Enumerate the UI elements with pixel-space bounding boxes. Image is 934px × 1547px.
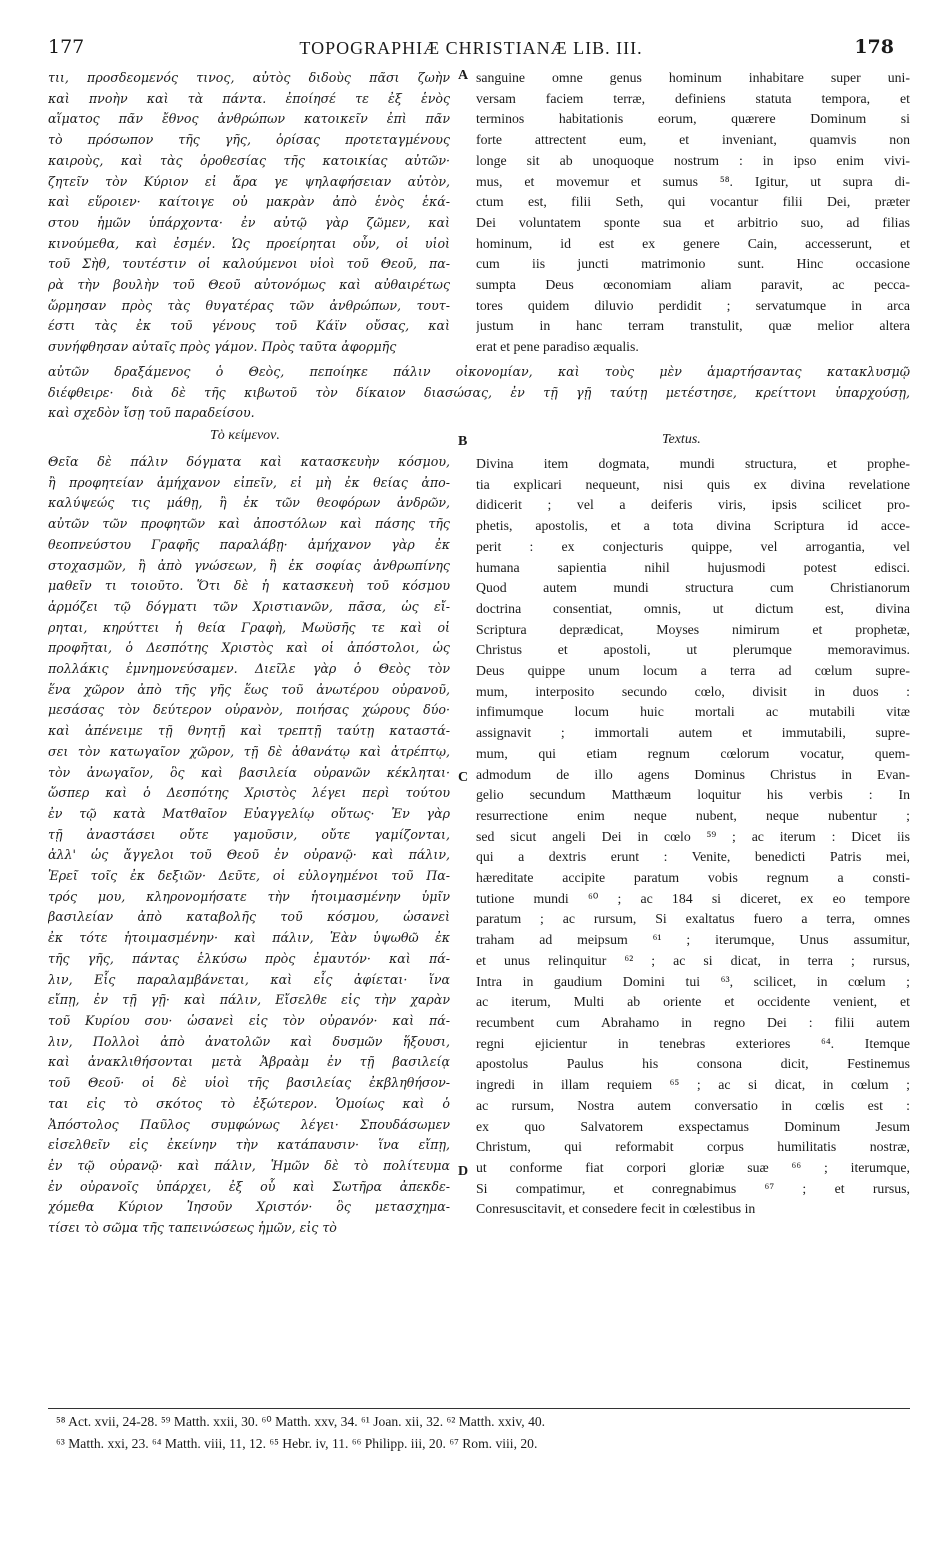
text-line: τίσει τὸ σῶμα τῆς ταπεινώσεως ἡμῶν, εἰς τὸ bbox=[48, 1220, 337, 1236]
text-line: τοῦ Σὴθ, τουτέστιν οἱ καλούμενοι υἱοὶ τοῦ Θεοῦ, πα- bbox=[48, 256, 450, 272]
text-line: ἢ προφητείαν ἀμήχανον εἰπεῖν, εἰ μὴ ἐκ θείας ἀπο- bbox=[48, 474, 450, 490]
text-line: ἐν οὐρανοῖς ὑπάρχει, ἐξ οὗ καὶ Σωτῆρα ἀπεκδε- bbox=[48, 1178, 450, 1194]
margin-marker-c: C bbox=[458, 770, 469, 785]
footnote-line-2: ⁶³ Matth. xxi, 23. ⁶⁴ Matth. viii, 11, 12. ⁶⁵ Hebr. iv, 11. ⁶⁶ Philipp. iii, 20. ⁶⁷ Rom. viii, 20. bbox=[56, 1436, 538, 1451]
greek-column-main bbox=[48, 452, 450, 1239]
text-line: ται εἰς τὸ σκότος τὸ ἐξώτερον. Ὁμοίως καὶ ὁ bbox=[48, 1095, 450, 1111]
text-line: προφῆται, ὁ Δεσπότης Χριστὸς καὶ οἱ ἀπόστολοι, ὡς bbox=[48, 640, 450, 656]
text-line: τὸ πρόσωπον τῆς γῆς, ὁρίσας προτεταγμένους bbox=[48, 132, 450, 148]
text-line: ac iterum, Multi ab oriente et occidente venient, et bbox=[476, 994, 910, 1010]
text-line: Dei voluntatem sponte sua et arbitrio suo, ad filias bbox=[476, 214, 910, 230]
text-line: Θεῖα δὲ πάλιν δόγματα καὶ κατασκευὴν κόσμου, bbox=[48, 454, 450, 469]
text-line: σει τὸν κατωγαῖον χῶρον, τῇ δὲ ἀθανάτῳ καὶ ἀτρέπτῳ, bbox=[48, 743, 450, 759]
text-line: μαθεῖν τι τοιοῦτο. Ὅτι δὲ ἡ κατασκευὴ τοῦ κόσμου bbox=[48, 578, 450, 594]
text-line: traham ad meipsum ⁶¹ ; iterumque, Unus assumitur, bbox=[476, 932, 910, 948]
text-line: tia explicari nequeunt, nisi quis ex divina revelatione bbox=[476, 476, 910, 492]
text-line: λιν, Πολλοὶ ἀπὸ ἀνατολῶν καὶ δυσμῶν ἥξουσι, bbox=[48, 1033, 450, 1049]
page-number-right: 178 bbox=[854, 36, 894, 58]
text-line: λιν, Εἷς παραλαμβάνεται, καὶ εἷς ἀφίεται· ἵνα bbox=[48, 971, 450, 987]
text-line: τὸν ἀνωγαῖον, ὃς καὶ βασιλεία οὐρανῶν κέκληται· bbox=[48, 764, 450, 780]
text-line: mum, interposito secundo cœlo, divisit in duos : bbox=[476, 683, 910, 699]
text-line: αὐτῶν τῶν προφητῶν καὶ ἀποστόλων καὶ πάσης τῆς bbox=[48, 516, 450, 532]
text-line: χόμεθα Κύριον Ἰησοῦν Χριστόν· ὃς μετασχημα- bbox=[48, 1199, 450, 1215]
page-number-left: 177 bbox=[48, 36, 85, 58]
text-line: ἕνα χῶρον ἀπὸ τῆς γῆς ἕως τοῦ ἀνωτέρου οὐρανοῦ, bbox=[48, 681, 450, 697]
text-line: στοχασμῶν, ἢ ἀπὸ γνώσεων, ἢ ἐκ σοφίας ἀνθρωπίνης bbox=[48, 557, 450, 573]
text-line: αὐτῶν δραξάμενος ὁ Θεὸς, πεποίηκε πάλιν οἰκονομίαν, καὶ τοὺς μὲν ἁμαρτήσαντας κατακλυσμῷ bbox=[48, 364, 910, 379]
text-line: μεσάσας τὸν δεύτερον οὐρανὸν, ποιήσας χώρους δύο· bbox=[48, 702, 450, 718]
text-line: αἵματος πᾶν ἔθνος ἀνθρώπων κατοικεῖν ἐπὶ πᾶν bbox=[48, 111, 450, 127]
greek-section-title: Τὸ κείμενον. bbox=[210, 428, 280, 443]
footnote-rule bbox=[48, 1408, 910, 1409]
text-line: tores quidem diluvio perdidit ; servatumque in arca bbox=[476, 297, 910, 313]
greek-full-width-paragraph bbox=[48, 362, 910, 424]
text-line: τῆς γῆς, πάντας ἑλκύσω πρὸς ἐμαυτόν· καὶ πά- bbox=[48, 950, 450, 966]
text-line: resurrectione enim neque nubent, neque nubentur ; bbox=[476, 807, 910, 823]
footnote-line-1: ⁵⁸ Act. xvii, 24-28. ⁵⁹ Matth. xxii, 30. ⁶⁰ Matth. xxv, 34. ⁶¹ Joan. xii, 32. ⁶² Matth. xxiv, 40. bbox=[56, 1414, 546, 1429]
text-line: Christum, qui reformabit corpus humilitatis nostræ, bbox=[476, 1139, 910, 1155]
text-line: mus, et movemur et sumus ⁵⁸. Igitur, ut supra di- bbox=[476, 173, 910, 189]
latin-column-top bbox=[476, 68, 910, 358]
text-line: ἐν τῷ κατὰ Ματθαῖον Εὐαγγελίῳ οὕτως· Ἐν γὰρ bbox=[48, 805, 450, 821]
text-line: hominum, id est ex genere Cain, accesserunt, et bbox=[476, 235, 910, 251]
text-line: sanguine omne genus hominum inhabitare super uni- bbox=[476, 70, 910, 85]
text-line: Ἐρεῖ τοῖς ἐκ δεξιῶν· Δεῦτε, οἱ εὐλογημένοι τοῦ Πα- bbox=[48, 868, 450, 884]
text-line: apostolus Paulus his consona dicit, Festinemus bbox=[476, 1056, 910, 1072]
text-line: perit : ex conjecturis quippe, vel arrogantia, vel bbox=[476, 538, 910, 554]
text-line: sed sicut angeli Dei in cœlo ⁵⁹ ; ac iterum : Dicet iis bbox=[476, 828, 910, 844]
text-line: τοῦ Κυρίου σου· ὡσανεὶ εἰς τὸν οὐρανόν· καὶ πά- bbox=[48, 1012, 450, 1028]
text-line: doctrina consentiat, omnis, ut dictum est, divina bbox=[476, 600, 910, 616]
text-line: διέφθειρε· διὰ δὲ τῆς κιβωτοῦ τὸν δίκαιον διασώσας, ἐν τῇ γῇ ταύτῃ μετέστησε, κρείττονι ὑπαρχούσῃ, bbox=[48, 384, 910, 400]
text-line: ὥσπερ καὶ ὁ Δεσπότης Χριστὸς λέγει περὶ τούτου bbox=[48, 785, 450, 801]
text-line: infimumque locum huic mortali ac mutabili vitæ bbox=[476, 704, 910, 720]
text-line: καὶ πνοὴν καὶ τὰ πάντα. ἐποίησέ τε ἐξ ἑνὸς bbox=[48, 90, 450, 106]
text-line: καὶ ἀπένειμε τῇ θνητῇ καὶ τρεπτῇ ταύτῃ καταστά- bbox=[48, 723, 450, 739]
text-line: ἐκ τότε ἡτοιμασμένην· καὶ πάλιν, Ἐὰν ὑψωθῶ ἐκ bbox=[48, 930, 450, 946]
text-line: τιι, προσδεομενός τινος, αὐτὸς διδοὺς πᾶσι ζωὴν bbox=[48, 70, 450, 85]
running-title: TOPOGRAPHIÆ CHRISTIANÆ LIB. III. bbox=[299, 38, 643, 58]
text-line: tutione mundi ⁶⁰ ; ac 184 si diceret, ex eo tempore bbox=[476, 890, 910, 906]
text-line: τῇ ἀναστάσει οὔτε γαμοῦσιν, οὔτε γαμίζονται, bbox=[48, 826, 450, 842]
text-line: erat et pene paradiso æqualis. bbox=[476, 339, 639, 355]
text-line: τοῦ Θεοῦ· οἱ δὲ υἱοὶ τῆς βασιλείας ἐκβληθήσον- bbox=[48, 1075, 450, 1091]
page-header bbox=[48, 36, 894, 66]
greek-column-top bbox=[48, 68, 450, 358]
text-line: longe sit ab unoquoque nostrum : in ipso enim vivi- bbox=[476, 152, 910, 168]
text-line: καὶ ἀνακλιθήσονται μετὰ Ἀβραὰμ ἐν τῇ βασιλείᾳ bbox=[48, 1054, 450, 1070]
text-line: βασιλείαν ἀπὸ καταβολῆς τοῦ κόσμου, ὡσανεὶ bbox=[48, 909, 450, 925]
text-line: εἰσελθεῖν εἰς ἐκείνην τὴν κατάπαυσιν· ἵνα εἴπῃ, bbox=[48, 1137, 450, 1153]
text-line: ἁρμόζει τῷ δόγματι τῶν Χριστιανῶν, πᾶσα, ὡς εἴ- bbox=[48, 598, 450, 614]
margin-marker-d: D bbox=[458, 1164, 469, 1179]
text-line: καὶ εὕροιεν· καίτοιγε οὐ μακρὰν ἀπὸ ἑνὸς ἑκά- bbox=[48, 194, 450, 210]
text-line: τρός μου, κληρονομήσατε τὴν ἡτοιμασμένην ὑμῖν bbox=[48, 888, 450, 904]
text-line: συνήφθησαν αὐταῖς πρὸς γάμον. Πρὸς ταῦτα ἀφορμῆς bbox=[48, 339, 397, 355]
text-line: Christus et apostoli, ut plerumque memoravimus. bbox=[476, 642, 910, 658]
text-line: Deus quippe unum locum a terra ad cœlum supre- bbox=[476, 663, 910, 679]
latin-section-title: Textus. bbox=[662, 432, 701, 447]
text-line: ac rursum, Nostra autem conversatio in cœlis est : bbox=[476, 1097, 910, 1113]
text-line: sumpta Deus œconomiam aliam paravit, ac pecca- bbox=[476, 277, 910, 293]
text-line: ἐν τῷ οὐρανῷ· καὶ πάλιν, Ἡμῶν δὲ τὸ πολίτευμα bbox=[48, 1157, 450, 1173]
text-line: regni ejicientur in tenebras exteriores ⁶⁴. Itemque bbox=[476, 1035, 910, 1051]
text-line: στου ἡμῶν ὑπάρχοντα· ἐν αὐτῷ γὰρ ζῶμεν, καὶ bbox=[48, 214, 450, 230]
text-line: phetis, apostolis, et a tota divina Scriptura id acce- bbox=[476, 518, 910, 534]
text-line: Divina item dogmata, mundi structura, et prophe- bbox=[476, 456, 910, 471]
text-line: qui a dextris erunt : Venite, benedicti Patris mei, bbox=[476, 849, 910, 865]
text-line: Quod autem mundi structura cum Christianorum bbox=[476, 580, 910, 596]
text-line: κινούμεθα, καὶ ἐσμέν. Ὡς προείρηται οὖν, οἱ υἱοὶ bbox=[48, 235, 450, 251]
text-line: et unus relinquitur ⁶² ; ac si dicat, in terra ; rursus, bbox=[476, 952, 910, 968]
text-line: admodum de illo agens Dominus Christus in Evan- bbox=[476, 766, 910, 782]
text-line: ὥρμησαν πρὸς τὰς θυγατέρας τῶν ἀνθρώπων, τουτ- bbox=[48, 297, 450, 313]
text-line: Conresuscitavit, et consedere fecit in cœlestibus in bbox=[476, 1201, 756, 1217]
text-line: θεοπνεύστου Γραφῆς παραλάβῃ· ἀμήχανον γὰρ ἐκ bbox=[48, 536, 450, 552]
text-line: ἀλλ' ὡς ἄγγελοι τοῦ Θεοῦ ἐν οὐρανῷ· καὶ πάλιν, bbox=[48, 847, 450, 863]
text-line: καιροὺς, καὶ τὰς ὁροθεσίας τῆς κατοικίας αὐτῶν· bbox=[48, 152, 450, 168]
text-line: Scriptura deprædicat, Moyses nimirum et prophetæ, bbox=[476, 621, 910, 637]
text-line: didicerit ; vel a deiferis viris, ipsis scilicet pro- bbox=[476, 497, 910, 513]
text-line: Intra in gaudium Domini tui ⁶³, scilicet, in cœlum ; bbox=[476, 973, 910, 989]
text-line: gelio secundum Matthæum loquitur his verbis : In bbox=[476, 787, 910, 803]
text-line: assignavit ; immortali autem et immutabili, supre- bbox=[476, 725, 910, 741]
text-line: καλύψεώς τις μάθῃ, ἢ ἐκ τῶν θεοφόρων ἀνδρῶν, bbox=[48, 495, 450, 511]
text-line: ρηται, κηρύττει ἡ θεία Γραφὴ, Μωϋσῆς τε καὶ οἱ bbox=[48, 619, 450, 635]
text-line: recumbent cum Abrahamo in regno Dei : filii autem bbox=[476, 1014, 910, 1030]
text-line: mum, qui etiam regnum cœlorum vocatur, quem- bbox=[476, 745, 910, 761]
text-line: ingredi in illam requiem ⁶⁵ ; ac si dicat, in cœlum ; bbox=[476, 1077, 910, 1093]
text-line: hæreditate accipite paratum vobis regnum a consti- bbox=[476, 870, 910, 886]
margin-marker-b: B bbox=[458, 434, 468, 449]
text-line: humana sapientia nihil hujusmodi potest edisci. bbox=[476, 559, 910, 575]
text-line: ut conforme fiat corpori gloriæ suæ ⁶⁶ ; iterumque, bbox=[476, 1159, 910, 1175]
text-line: ρὰ τὴν βουλὴν τοῦ Θεοῦ αὐτονόμως καὶ αὐθαιρέτως bbox=[48, 277, 450, 293]
text-line: terminos habitationis eorum, quærere Dominum si bbox=[476, 111, 910, 127]
text-line: cum iis juncti matrimonio sunt. Hinc occasione bbox=[476, 256, 910, 272]
text-line: Si compatimur, et conregnabimus ⁶⁷ ; et rursus, bbox=[476, 1180, 910, 1196]
text-line: εἴπῃ, ἐν τῇ γῇ· καὶ πάλιν, Εἴσελθε εἰς τὴν χαρὰν bbox=[48, 992, 450, 1008]
latin-column-main bbox=[476, 454, 910, 1220]
text-line: έστι τὰς ἐκ τοῦ γένους τοῦ Κάϊν οὔσας, καὶ bbox=[48, 318, 450, 334]
text-line: ζητεῖν τὸν Κύριον εἰ ἄρα γε ψηλαφήσειαν αὐτὸν, bbox=[48, 173, 450, 189]
text-line: ctum est, filii Seth, qui vocantur filii Dei, præter bbox=[476, 194, 910, 210]
text-line: καὶ σχεδὸν ἴσῃ τοῦ παραδείσου. bbox=[48, 405, 255, 421]
margin-marker-a: A bbox=[458, 68, 469, 83]
text-line: versam faciem terræ, definiens statuta tempora, et bbox=[476, 90, 910, 106]
text-line: Ἀπόστολος Παῦλος συμφώνως λέγει· Σπουδάσωμεν bbox=[48, 1116, 450, 1132]
text-line: paratum ; ac rursum, Si exaltatus fuero a terra, omnes bbox=[476, 911, 910, 927]
text-line: πολλάκις ἐμνημονεύσαμεν. Διεῖλε γὰρ ὁ Θεὸς τὸν bbox=[48, 661, 450, 677]
text-line: ex quo Salvatorem exspectamus Dominum Jesum bbox=[476, 1118, 910, 1134]
text-line: justum in hanc terram transtulit, quæ melior altera bbox=[476, 318, 910, 334]
text-line: forte attrectent eum, et inveniant, quamvis non bbox=[476, 132, 910, 148]
